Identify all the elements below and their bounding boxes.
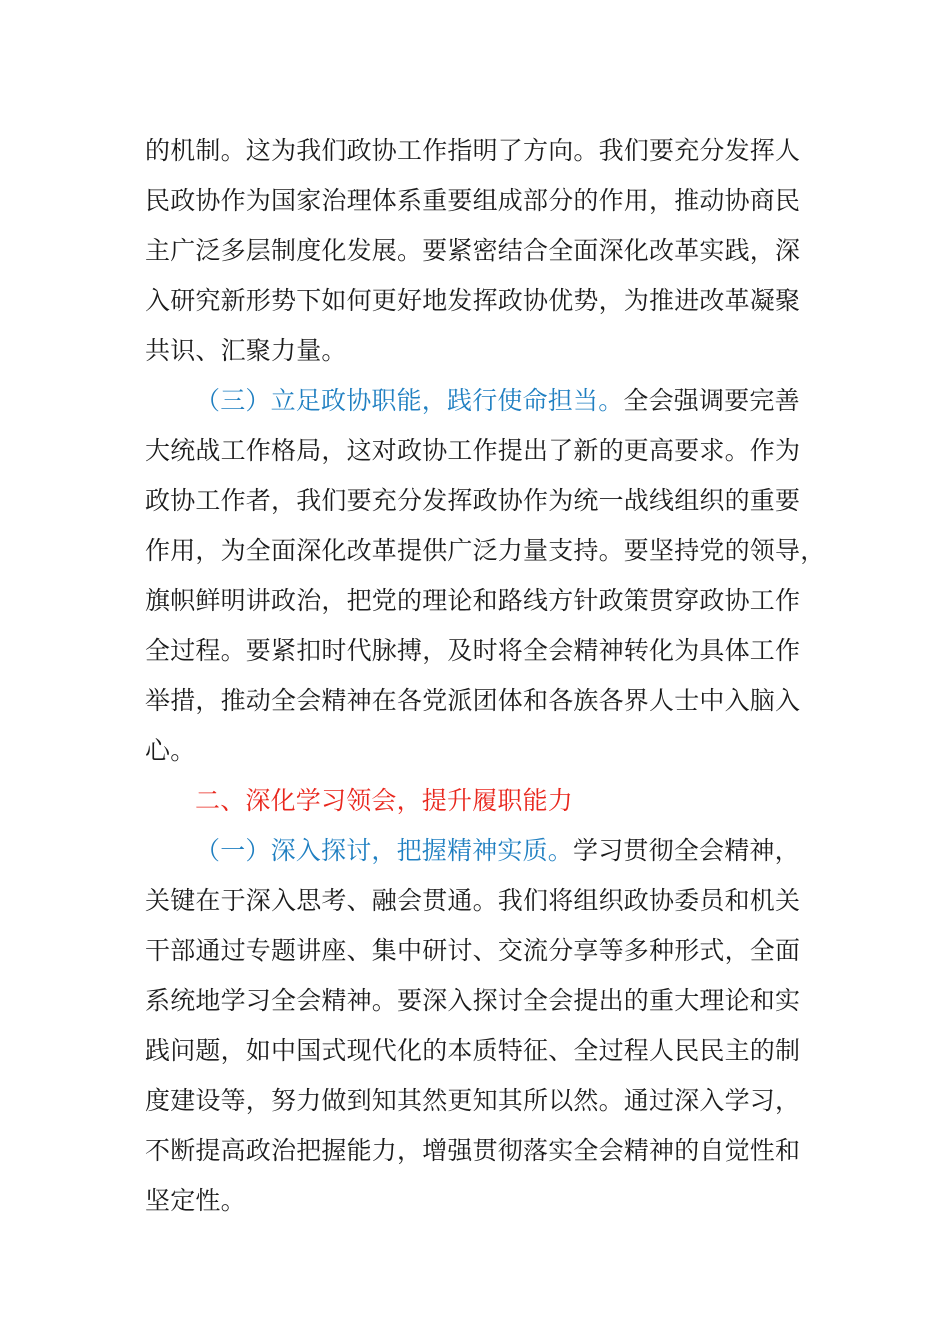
body-line: 不断提高政治把握能力，增强贯彻落实全会精神的自觉性和 bbox=[145, 1136, 801, 1165]
body-line: 作用，为全面深化改革提供广泛力量支持。要坚持党的领导， bbox=[145, 536, 826, 565]
body-line: 践问题，如中国式现代化的本质特征、全过程人民民主的制 bbox=[145, 1036, 801, 1065]
subheading-three: （三）立足政协职能，践行使命担当。 bbox=[195, 386, 624, 415]
body-line: 干部通过专题讲座、集中研讨、交流分享等多种形式，全面 bbox=[145, 936, 801, 965]
paragraph-subheading-line: （三）立足政协职能，践行使命担当。全会强调要完善 bbox=[195, 386, 800, 415]
body-line: 举措，推动全会精神在各党派团体和各族各界人士中入脑入 bbox=[145, 686, 801, 715]
body-line: 共识、汇聚力量。 bbox=[145, 336, 347, 365]
body-line: 坚定性。 bbox=[145, 1186, 246, 1215]
body-line: 度建设等，努力做到知其然更知其所以然。通过深入学习， bbox=[145, 1086, 801, 1115]
body-line: 全过程。要紧扣时代脉搏，及时将全会精神转化为具体工作 bbox=[145, 636, 801, 665]
section-heading: 二、深化学习领会，提升履职能力 bbox=[195, 786, 574, 815]
body-line: 大统战工作格局，这对政协工作提出了新的更高要求。作为 bbox=[145, 436, 801, 465]
body-line: 的机制。这为我们政协工作指明了方向。我们要充分发挥人 bbox=[145, 136, 801, 165]
subheading-one: （一）深入探讨，把握精神实质。 bbox=[195, 836, 574, 865]
body-line: 系统地学习全会精神。要深入探讨全会提出的重大理论和实 bbox=[145, 986, 801, 1015]
body-line: 政协工作者，我们要充分发挥政协作为统一战线组织的重要 bbox=[145, 486, 801, 515]
body-line: 民政协作为国家治理体系重要组成部分的作用，推动协商民 bbox=[145, 186, 801, 215]
body-line: 旗帜鲜明讲政治，把党的理论和路线方针政策贯穿政协工作 bbox=[145, 586, 801, 615]
body-line: 关键在于深入思考、融会贯通。我们将组织政协委员和机关 bbox=[145, 886, 801, 915]
paragraph-subheading-line: （一）深入探讨，把握精神实质。学习贯彻全会精神， bbox=[195, 836, 800, 865]
body-line: 心。 bbox=[145, 736, 196, 765]
body-line: 入研究新形势下如何更好地发挥政协优势，为推进改革凝聚 bbox=[145, 286, 801, 315]
body-line: 主广泛多层制度化发展。要紧密结合全面深化改革实践，深 bbox=[145, 236, 801, 265]
